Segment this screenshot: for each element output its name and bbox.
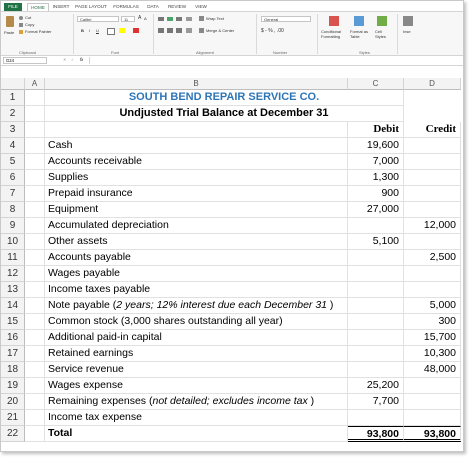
cell-credit[interactable] bbox=[404, 186, 461, 202]
align-top-icon[interactable] bbox=[158, 17, 164, 21]
row-header[interactable]: 18 bbox=[1, 362, 25, 378]
cell-credit[interactable] bbox=[404, 154, 461, 170]
table-row bbox=[1, 378, 461, 394]
cut-button[interactable]: Cut bbox=[25, 15, 32, 20]
merge-center-icon bbox=[199, 28, 204, 33]
cell-account-name[interactable]: Wages payable bbox=[45, 266, 348, 282]
copy-icon bbox=[19, 23, 23, 27]
row-header[interactable]: 15 bbox=[1, 314, 25, 330]
cell-a[interactable] bbox=[25, 234, 45, 250]
row-header[interactable]: 3 bbox=[1, 122, 25, 138]
cell-credit[interactable] bbox=[404, 138, 461, 154]
cell-a[interactable] bbox=[25, 346, 45, 362]
tab-formulas[interactable]: FORMULAS bbox=[113, 4, 139, 9]
row-header[interactable]: 4 bbox=[1, 138, 25, 154]
cell-a[interactable] bbox=[25, 378, 45, 394]
row-header[interactable]: 16 bbox=[1, 330, 25, 346]
alignment-group-label: Alignment bbox=[196, 50, 214, 55]
cell-debit[interactable] bbox=[348, 282, 404, 298]
align-center-icon[interactable] bbox=[167, 28, 173, 33]
group-divider bbox=[397, 14, 398, 54]
italic-note: not detailed; excludes income tax bbox=[152, 395, 308, 407]
align-right-icon[interactable] bbox=[176, 28, 182, 33]
cell-styles-button[interactable]: Cell Styles bbox=[375, 29, 386, 39]
styles-group-label: Styles bbox=[359, 50, 370, 55]
group-divider bbox=[256, 14, 257, 54]
cell-a[interactable] bbox=[25, 170, 45, 186]
shrink-font-button[interactable]: A bbox=[144, 16, 147, 21]
italic-button[interactable]: I bbox=[89, 28, 91, 33]
column-header-a[interactable]: A bbox=[25, 78, 45, 90]
cell-credit[interactable]: 93,800 bbox=[404, 426, 461, 442]
cell-account-name[interactable]: Prepaid insurance bbox=[45, 186, 348, 202]
row-header[interactable]: 21 bbox=[1, 410, 25, 426]
cell-account-name[interactable]: Additional paid-in capital bbox=[45, 330, 348, 346]
cell-debit[interactable] bbox=[348, 346, 404, 362]
cell-a[interactable] bbox=[25, 186, 45, 202]
italic-note: 2 years; 12% interest due each December 31 bbox=[116, 299, 327, 311]
cell-credit[interactable] bbox=[404, 410, 461, 426]
cell-account-name[interactable]: Service revenue bbox=[45, 362, 348, 378]
row-header[interactable]: 10 bbox=[1, 234, 25, 250]
font-size-dropdown[interactable]: 11 bbox=[121, 16, 135, 22]
paste-label: Paste bbox=[4, 30, 15, 35]
cell-a[interactable] bbox=[25, 138, 45, 154]
table-row bbox=[1, 122, 461, 138]
bold-button[interactable]: B bbox=[81, 28, 84, 33]
row-header[interactable]: 20 bbox=[1, 394, 25, 410]
merge-center-button[interactable]: Merge & Center bbox=[206, 28, 235, 33]
table-row bbox=[1, 186, 461, 202]
cell-debit[interactable]: 5,100 bbox=[348, 234, 404, 250]
select-all-corner[interactable] bbox=[1, 78, 25, 90]
cell-account-name[interactable]: Accounts receivable bbox=[45, 154, 348, 170]
cell-a[interactable] bbox=[25, 218, 45, 234]
cell-a[interactable] bbox=[25, 394, 45, 410]
cell-a[interactable] bbox=[25, 106, 45, 122]
table-row bbox=[1, 362, 461, 378]
formula-bar bbox=[1, 56, 463, 66]
table-row bbox=[1, 234, 461, 250]
row-header[interactable]: 7 bbox=[1, 186, 25, 202]
tab-review[interactable]: REVIEW bbox=[167, 4, 187, 9]
fx-button[interactable]: fx bbox=[80, 57, 84, 62]
format-as-table-icon bbox=[354, 16, 364, 26]
cell-credit[interactable]: 5,000 bbox=[404, 298, 461, 314]
cell-credit[interactable] bbox=[404, 234, 461, 250]
table-row bbox=[1, 426, 461, 442]
enter-icon[interactable]: ✓ bbox=[71, 57, 75, 62]
row-header[interactable]: 5 bbox=[1, 154, 25, 170]
cell-account-name[interactable]: Retained earnings bbox=[45, 346, 348, 362]
font-color-icon[interactable] bbox=[133, 28, 139, 33]
font-group-label: Font bbox=[111, 50, 120, 55]
cell-debit[interactable] bbox=[348, 410, 404, 426]
name-box[interactable]: G24 bbox=[3, 57, 47, 64]
decrease-indent-icon[interactable] bbox=[186, 28, 192, 33]
cell-account-name[interactable] bbox=[45, 122, 348, 138]
row-header[interactable]: 6 bbox=[1, 170, 25, 186]
table-row bbox=[1, 330, 461, 346]
cell-account-name[interactable]: Accumulated depreciation bbox=[45, 218, 348, 234]
conditional-formatting-button[interactable]: Conditional Formatting bbox=[321, 29, 342, 39]
table-row bbox=[1, 138, 461, 154]
cell-credit[interactable]: 48,000 bbox=[404, 362, 461, 378]
row-header[interactable]: 22 bbox=[1, 426, 25, 442]
tab-home[interactable]: HOME bbox=[27, 3, 49, 12]
cell-credit[interactable]: 15,700 bbox=[404, 330, 461, 346]
group-divider bbox=[73, 14, 74, 54]
cell-debit[interactable]: 93,800 bbox=[348, 426, 404, 442]
cell-a[interactable] bbox=[25, 362, 45, 378]
cell-debit[interactable] bbox=[348, 250, 404, 266]
table-row bbox=[1, 154, 461, 170]
cell-debit[interactable]: 7,700 bbox=[348, 394, 404, 410]
tab-view[interactable]: VIEW bbox=[195, 4, 207, 9]
cell-credit[interactable]: 10,300 bbox=[404, 346, 461, 362]
tab-insert[interactable]: INSERT bbox=[52, 4, 70, 9]
cell-a[interactable] bbox=[25, 266, 45, 282]
insert-cells-button[interactable]: Inse bbox=[403, 29, 411, 34]
credit-header[interactable]: Credit bbox=[404, 122, 461, 138]
cell-a[interactable] bbox=[25, 202, 45, 218]
cell-debit[interactable] bbox=[348, 330, 404, 346]
cell-account-name[interactable]: Supplies bbox=[45, 170, 348, 186]
wrap-text-icon bbox=[199, 16, 204, 21]
grow-font-button[interactable]: A bbox=[138, 15, 142, 21]
cell-account-name[interactable]: Total bbox=[45, 426, 348, 442]
clipboard-icon bbox=[6, 16, 14, 27]
row-header[interactable]: 2 bbox=[1, 106, 25, 122]
cell-account-name[interactable]: Wages expense bbox=[45, 378, 348, 394]
copy-button[interactable]: Copy bbox=[25, 22, 35, 27]
cell-debit[interactable]: 27,000 bbox=[348, 202, 404, 218]
paste-button[interactable] bbox=[4, 16, 16, 42]
cell-credit[interactable]: 2,500 bbox=[404, 250, 461, 266]
tab-data[interactable]: DATA bbox=[147, 4, 159, 9]
fill-color-icon[interactable] bbox=[119, 28, 125, 33]
cell-a[interactable] bbox=[25, 154, 45, 170]
table-row bbox=[1, 346, 461, 362]
cell-account-name[interactable]: Income taxes payable bbox=[45, 282, 348, 298]
cell-a[interactable] bbox=[25, 410, 45, 426]
cell-debit[interactable] bbox=[348, 298, 404, 314]
cell-a[interactable] bbox=[25, 90, 45, 106]
cell-a[interactable] bbox=[25, 314, 45, 330]
wrap-text-button[interactable]: Wrap Text bbox=[206, 16, 224, 21]
orientation-icon[interactable] bbox=[186, 17, 192, 21]
cell-credit[interactable] bbox=[404, 266, 461, 282]
number-group-label: Number bbox=[273, 50, 288, 55]
cell-account-name[interactable]: Note payable (2 years; 12% interest due each December 31 ) bbox=[45, 298, 348, 314]
conditional-formatting-icon bbox=[329, 16, 339, 26]
tab-file[interactable]: FILE bbox=[4, 3, 22, 11]
table-row bbox=[1, 410, 461, 426]
cell-account-name[interactable]: Common stock (3,000 shares outstanding all year) bbox=[45, 314, 348, 330]
row-header[interactable]: 17 bbox=[1, 346, 25, 362]
cell-credit[interactable] bbox=[404, 170, 461, 186]
table-row bbox=[1, 218, 461, 234]
cell-credit[interactable] bbox=[404, 282, 461, 298]
table-row bbox=[1, 298, 461, 314]
format-painter-icon bbox=[19, 30, 23, 34]
row-header[interactable]: 14 bbox=[1, 298, 25, 314]
borders-icon[interactable] bbox=[107, 28, 115, 35]
cell-debit[interactable]: 7,000 bbox=[348, 154, 404, 170]
row-header[interactable]: 19 bbox=[1, 378, 25, 394]
format-as-table-button[interactable]: Format as Table bbox=[350, 29, 369, 39]
debit-header[interactable]: Debit bbox=[348, 122, 404, 138]
group-divider bbox=[317, 14, 318, 54]
table-row bbox=[1, 282, 461, 298]
table-row bbox=[1, 106, 461, 122]
align-left-icon[interactable] bbox=[158, 28, 164, 33]
cell-debit[interactable]: 900 bbox=[348, 186, 404, 202]
cell-account-name[interactable]: Accounts payable bbox=[45, 250, 348, 266]
scissors-icon bbox=[19, 16, 23, 20]
row-header[interactable]: 9 bbox=[1, 218, 25, 234]
cell-a[interactable] bbox=[25, 282, 45, 298]
cell-account-name[interactable]: Income tax expense bbox=[45, 410, 348, 426]
align-middle-icon[interactable] bbox=[167, 17, 173, 21]
cancel-icon[interactable]: ✕ bbox=[63, 57, 67, 62]
cell-debit[interactable] bbox=[348, 266, 404, 282]
tab-page-layout[interactable]: PAGE LAYOUT bbox=[75, 4, 107, 9]
group-divider bbox=[153, 14, 154, 54]
column-header-d[interactable]: D bbox=[404, 78, 461, 90]
table-row bbox=[1, 202, 461, 218]
table-row bbox=[1, 394, 461, 410]
row-header[interactable]: 13 bbox=[1, 282, 25, 298]
cell-debit[interactable]: 1,300 bbox=[348, 170, 404, 186]
cell-debit[interactable]: 19,600 bbox=[348, 138, 404, 154]
table-row bbox=[1, 250, 461, 266]
table-row bbox=[1, 266, 461, 282]
clipboard-group-label: Clipboard bbox=[19, 50, 37, 55]
cell-a[interactable] bbox=[25, 250, 45, 266]
cell-a[interactable] bbox=[25, 426, 45, 442]
cell-credit[interactable] bbox=[404, 202, 461, 218]
cell-debit[interactable] bbox=[348, 218, 404, 234]
ribbon bbox=[1, 11, 463, 56]
table-row bbox=[1, 314, 461, 330]
cell-account-name[interactable]: Equipment bbox=[45, 202, 348, 218]
table-row bbox=[1, 90, 461, 106]
report-subtitle[interactable]: Undjusted Trial Balance at December 31 bbox=[45, 106, 404, 122]
ribbon-tabs bbox=[1, 1, 463, 11]
cell-debit[interactable] bbox=[348, 362, 404, 378]
format-painter-button[interactable]: Format Painter bbox=[25, 29, 52, 34]
cell-styles-icon bbox=[377, 16, 387, 26]
cell-credit[interactable] bbox=[404, 394, 461, 410]
font-name-dropdown[interactable]: Calibri bbox=[77, 16, 119, 22]
formula-input[interactable] bbox=[89, 57, 460, 64]
row-header[interactable]: 12 bbox=[1, 266, 25, 282]
cell-credit[interactable] bbox=[404, 378, 461, 394]
table-row bbox=[1, 170, 461, 186]
row-header[interactable]: 11 bbox=[1, 250, 25, 266]
cell-debit[interactable] bbox=[348, 314, 404, 330]
cell-a[interactable] bbox=[25, 122, 45, 138]
insert-cells-icon bbox=[403, 16, 413, 26]
cell-a[interactable] bbox=[25, 298, 45, 314]
number-format-dropdown[interactable]: General bbox=[261, 16, 311, 22]
cell-credit[interactable]: 300 bbox=[404, 314, 461, 330]
cell-account-name[interactable]: Remaining expenses (not detailed; excludes income tax ) bbox=[45, 394, 348, 410]
report-company-title[interactable]: SOUTH BEND REPAIR SERVICE CO. bbox=[45, 90, 404, 106]
column-header-b[interactable]: B bbox=[45, 78, 348, 90]
accounting-format-button[interactable]: $ - % , .00 bbox=[261, 28, 284, 34]
cell-account-name[interactable]: Other assets bbox=[45, 234, 348, 250]
cell-debit[interactable]: 25,200 bbox=[348, 378, 404, 394]
row-header[interactable]: 8 bbox=[1, 202, 25, 218]
align-bottom-icon[interactable] bbox=[176, 17, 182, 21]
cell-account-name[interactable]: Cash bbox=[45, 138, 348, 154]
column-header-c[interactable]: C bbox=[348, 78, 404, 90]
row-header[interactable]: 1 bbox=[1, 90, 25, 106]
cell-a[interactable] bbox=[25, 330, 45, 346]
cell-credit[interactable]: 12,000 bbox=[404, 218, 461, 234]
underline-button[interactable]: U bbox=[96, 28, 99, 33]
